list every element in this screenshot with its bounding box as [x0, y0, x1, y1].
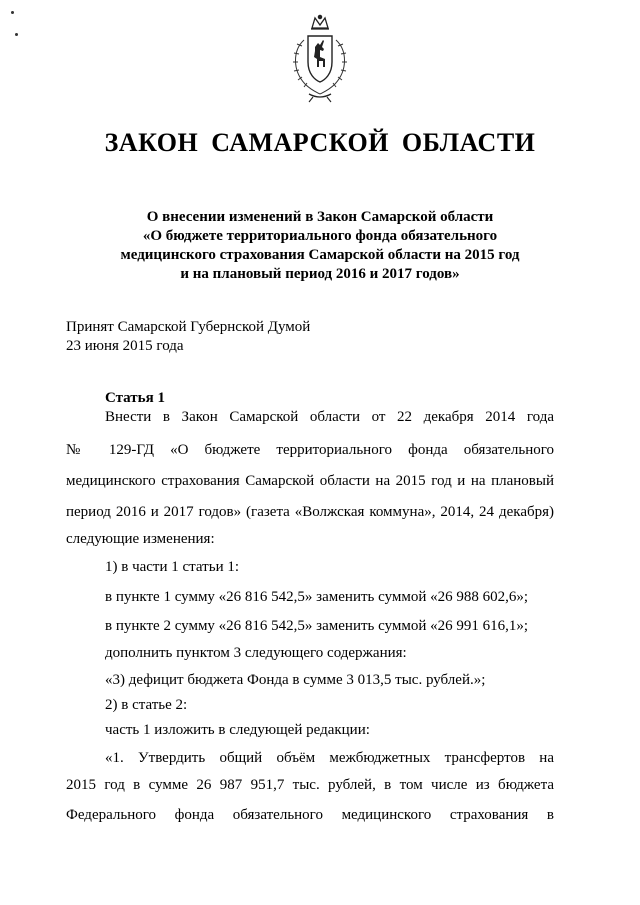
body-line: № 129-ГД «О бюджете территориального фонда обязательного: [66, 442, 554, 458]
samara-coat-of-arms-icon: [287, 14, 353, 104]
subtitle-line: «О бюджете территориального фонда обязательного: [142, 228, 498, 244]
body-line: дополнить пунктом 3 следующего содержания:: [105, 645, 407, 661]
body-line: период 2016 и 2017 годов» (газета «Волжская коммуна», 2014, 24 декабря): [66, 504, 554, 520]
body-line: следующие изменения:: [66, 531, 215, 547]
adoption-line: Принят Самарской Губернской Думой: [66, 319, 311, 335]
body-line: в пункте 2 сумму «26 816 542,5» заменить суммой «26 991 616,1»;: [105, 618, 529, 634]
scan-speck: [11, 11, 14, 14]
body-line: 2) в статье 2:: [105, 697, 188, 713]
body-line: 2015 год в сумме 26 987 951,7 тыс. рублей, в том числе из бюджета: [66, 777, 554, 793]
subtitle-line: и на плановый период 2016 и 2017 годов»: [180, 266, 460, 282]
adoption-note: [66, 318, 310, 356]
scan-speck: [15, 33, 18, 36]
body-line: «1. Утвердить общий объём межбюджетных трансфертов на: [105, 750, 554, 766]
body-line: в пункте 1 сумму «26 816 542,5» заменить суммой «26 988 602,6»;: [105, 589, 529, 605]
body-line: «3) дефицит бюджета Фонда в сумме 3 013,5 тыс. рублей.»;: [105, 672, 486, 688]
body-line: медицинского страхования Самарской области на 2015 год и на плановый: [66, 473, 554, 489]
subtitle-line: О внесении изменений в Закон Самарской области: [146, 209, 494, 225]
adoption-date: 23 июня 2015 года: [66, 338, 184, 354]
body-line: Внести в Закон Самарской области от 22 декабря 2014 года: [105, 409, 554, 425]
body-line: 1) в части 1 статьи 1:: [105, 559, 240, 575]
subtitle-line: медицинского страхования Самарской области на 2015 год: [120, 247, 520, 263]
article-heading: Статья 1: [105, 390, 165, 406]
body-line: Федерального фонда обязательного медицинского страхования в: [66, 807, 554, 823]
body-line: часть 1 изложить в следующей редакции:: [105, 722, 370, 738]
law-subtitle: [60, 208, 580, 284]
law-title: ЗАКОН САМАРСКОЙ ОБЛАСТИ: [104, 128, 536, 157]
